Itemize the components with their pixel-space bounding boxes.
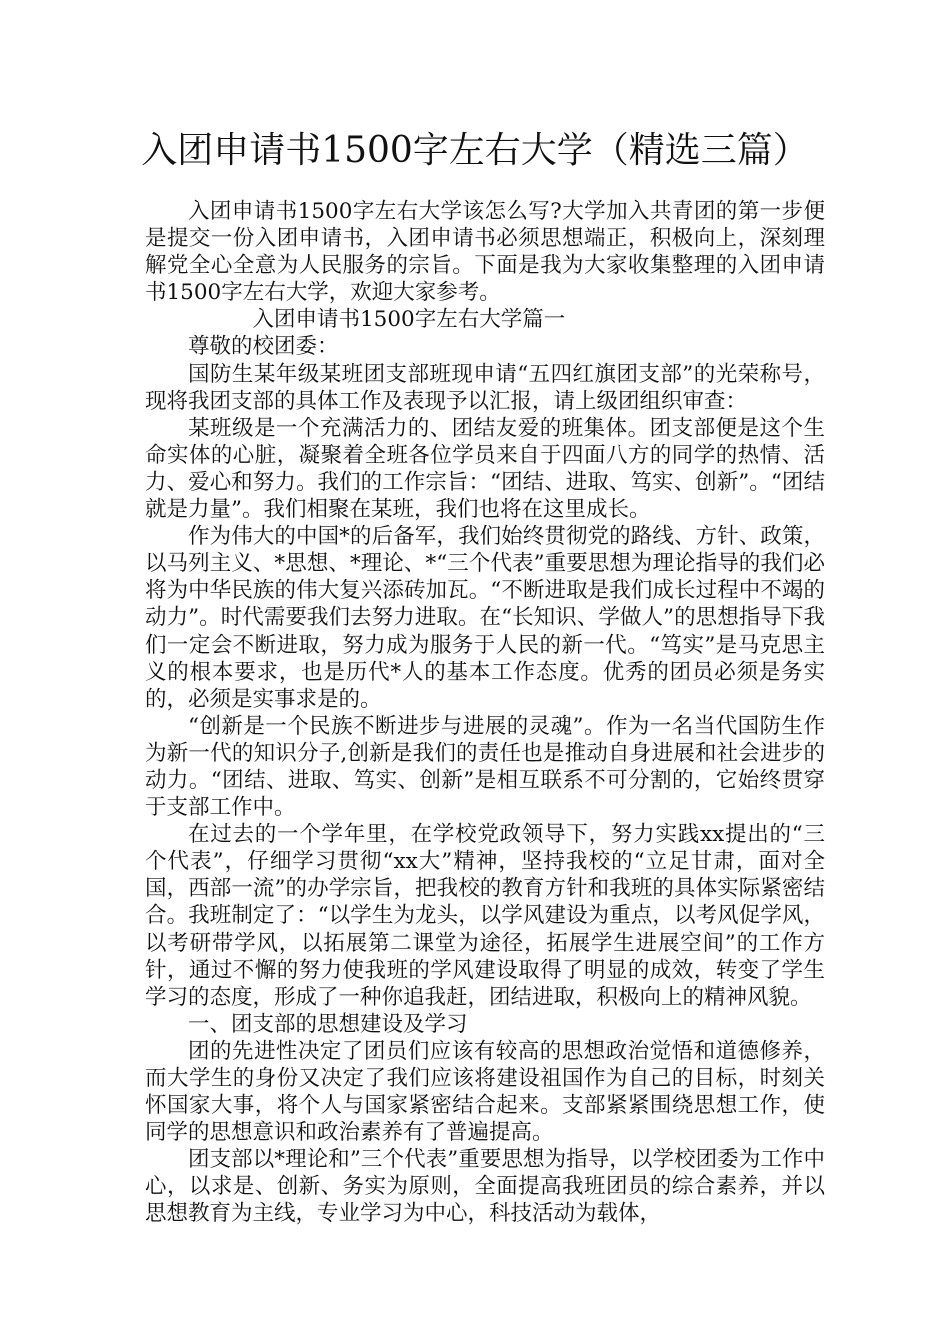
- document-body: [145, 198, 825, 1228]
- body-paragraph: 作为伟大的中国*的后备军，我们始终贯彻党的路线、方针、政策，以马列主义、*思想、*理论、*“三个代表”重要思想为理论指导的我们必将为中华民族的伟大复兴添砖加瓦。“不断进取是我们成长过程中不竭的动力”。时代需要我们去努力进取。在“长知识、学做人”的思想指导下我们一定会不断进取，努力成为服务于人民的新一代。“笃实”是马克思主义的根本要求，也是历代*人的基本工作态度。优秀的团员必须是务实的，必须是实事求是的。: [145, 524, 825, 712]
- body-paragraph: 团的先进性决定了团员们应该有较高的思想政治觉悟和道德修养，而大学生的身份又决定了我们应该将建设祖国作为自己的目标，时刻关怀国家大事，将个人与国家紧密结合起来。支部紧紧围绕思想工作，使同学的思想意识和政治素养有了普遍提高。: [145, 1038, 825, 1146]
- salutation: 尊敬的校团委：: [188, 334, 339, 360]
- body-paragraph: 某班级是一个充满活力的、团结友爱的班集体。团支部便是这个生命实体的心脏，凝聚着全班各位学员来自于四面八方的同学的热情、活力、爱心和努力。我们的工作宗旨：“团结、进取、笃实、创新”。“团结就是力量”。我们相聚在某班，我们也将在这里成长。: [145, 415, 825, 523]
- body-paragraph: 国防生某年级某班团支部班现申请“五四红旗团支部”的光荣称号，现将我团支部的具体工作及表现予以汇报，请上级团组织审查：: [145, 361, 825, 414]
- body-paragraph: 在过去的一个学年里，在学校党政领导下，努力实践xx提出的“三个代表”，仔细学习贯彻“xx大”精神，坚持我校的“立足甘肃，面对全国，西部一流”的办学宗旨，把我校的教育方针和我班的具体实际紧密结合。我班制定了：“以学生为龙头，以学风建设为重点，以考风促学风，以考研带学风，以拓展第二课堂为途径，拓展学生进展空间”的工作方针，通过不懈的努力使我班的学风建设取得了明显的成效，转变了学生学习的态度，形成了一种你追我赶，团结进取，积极向上的精神风貌。: [145, 822, 825, 1010]
- section-subtitle: 入团申请书1500字左右大学篇一: [252, 307, 566, 333]
- section-heading: 一、团支部的思想建设及学习: [188, 1011, 468, 1037]
- body-paragraph: 团支部以*理论和”三个代表”重要思想为指导，以学校团委为工作中心，以求是、创新、务实为原则，全面提高我班团员的综合素养，并以思想教育为主线，专业学习为中心，科技活动为载体，: [145, 1147, 825, 1227]
- body-paragraph: “创新是一个民族不断进步与进展的灵魂”。作为一名当代国防生作为新一代的知识分子,创新是我们的责任也是推动自身进展和社会进步的动力。“团结、进取、笃实、创新”是相互联系不可分割的，它始终贯穿于支部工作中。: [145, 713, 825, 821]
- intro-paragraph: 入团申请书1500字左右大学该怎么写?大学加入共青团的第一步便是提交一份入团申请书，入团申请书必须思想端正，积极向上，深刻理解党全心全意为人民服务的宗旨。下面是我为大家收集整理的入团申请书1500字左右大学，欢迎大家参考。: [145, 199, 825, 306]
- document-title: 入团申请书1500字左右大学（精选三篇）: [141, 130, 809, 171]
